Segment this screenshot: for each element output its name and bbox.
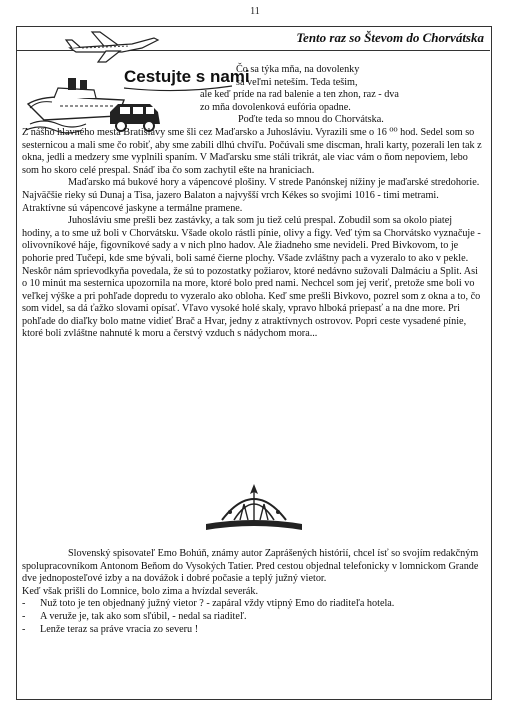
article-body xyxy=(22,64,484,341)
decorative-emblem-icon xyxy=(200,480,308,534)
article-paragraph: Juhosláviu sme prešli bez zastávky, a tak som ju tiež celú prespal. Zobudil som sa okolo piatej hodiny, a to sme už boli v Chorvátsku. Všade okolo rástli pínie, olivy a figy. Veď tým sa Chorvátsko vyznačuje - olivovníkové háje, figovníkové sady a v nich plno hadov. Ale žiadneho sme nevideli. Pred Bivkovom, to je pohorie pred Tučepi, kde sme bývali, boli samé čierne plochy. Všade zvláštny pach a vyzeralo to ako v pekle. Neskôr nám sprievodkyňa povedala, že sú to pozostatky požiarov, ktoré nedávno sužovali Dalmáciu a Split. Asi o 10 minút ma sesternica upozornila na more, ktoré bolo pred nami. Nechcel som jej veriť, pretože sme boli vo veľkej výške a pri pohľade dopredu to vyzeralo ako obloha. Keď sme prešli Bivkovo, pozrel som z okna a to, čo som videl, sa dá ťažko slovami opísať. Vľavo vysoké holé skaly, vpravo hlboká priepasť a na dne more. Pri pohľade do diaľky bolo matne vidieť Brač a Hvar, jedny z atraktívnych ostrovov. Popri ceste vysadené pínie, ktoré boli zvláštne nahnuté k moru a čerstvý vzduch s nádychom mora... xyxy=(22,215,481,340)
banner-text: Cestujte s nami xyxy=(124,67,250,86)
anecdote-block xyxy=(22,548,484,636)
article-paragraph: Z nášho hlavného mesta Bratislavy sme šli cez Maďarsko a Juhosláviu. Vyrazili sme o 16 ⁰⁰ hod. Sedel som so sesternicou a mali sme čo robiť, aby sme zabili dlhú chvíľu. Počúvali sme discman, hrali karty, pozerali len tak z okna, jedli a medzery sme vyplnili spaním. V Maďarsku sme stáli trikrát, ale viac vám o ňom nepoviem, lebo som ho skoro celé prespal. Snáď iba čo som zachytil ešte na hraniciach. xyxy=(22,126,482,176)
dialogue-dash: - xyxy=(22,623,26,635)
article-paragraphs xyxy=(22,114,484,341)
dialogue-item xyxy=(22,598,484,611)
intro-line: sa veľmi neteším. Teda tešim, xyxy=(236,76,358,88)
article-paragraph: Maďarsko má bukové hory a vápencové plošiny. V strede Panónskej nížiny je maďarské stredohorie. Najväčšie rieky sú Dunaj a Tisa, jazero Balaton a najvyšší vrch Kékes so svojimi 1016 - timi metrami. Atraktívne sú vápencové jaskyne a termálne pramene. xyxy=(22,177,480,214)
page-number: 11 xyxy=(250,6,260,17)
story-paragraph: Slovenský spisovateľ Emo Bohúň, známy autor Zaprášených histórií, chcel ísť so svojím redakčným spolupracovníkom Antonom Beňom do Vysokých Tatier. Pred cestou objednal telefonicky v lomnickom Grande dve jednoposteľové izby a na dovážok i dobré počasie a teplý južný vietor. xyxy=(22,548,479,585)
intro-line: Čo sa týka mňa, na dovolenky xyxy=(236,64,360,75)
article-paragraph: Poďte teda so mnou do Chorvátska. xyxy=(238,114,384,126)
dialogue-text: A veruže je, tak ako som sľúbil, - nedal sa riaditeľ. xyxy=(40,610,247,622)
dialogue-text: Nuž toto je ten objednaný južný vietor ? - zapáral vždy vtipný Emo do riaditeľa hotela. xyxy=(40,598,395,610)
dialogue-dash: - xyxy=(22,598,26,610)
intro-line: zo mňa dovolenková eufória opadne. xyxy=(200,101,351,113)
dialogue-item xyxy=(22,611,484,624)
story-paragraph: Keď však prišli do Lomnice, bolo zima a hvízdal severák. xyxy=(22,585,259,597)
airplane-icon xyxy=(62,28,162,64)
dialogue-text: Lenže teraz sa práve vracia zo severu ! xyxy=(40,623,199,635)
dialogue-dash: - xyxy=(22,610,26,622)
intro-block xyxy=(22,64,484,114)
dialogue-list xyxy=(22,598,484,636)
article-title: Tento raz so Števom do Chorvátska xyxy=(296,30,484,45)
intro-line: ale keď príde na rad balenie a ten zhon, raz - dva xyxy=(200,89,399,101)
dialogue-item xyxy=(22,624,484,637)
